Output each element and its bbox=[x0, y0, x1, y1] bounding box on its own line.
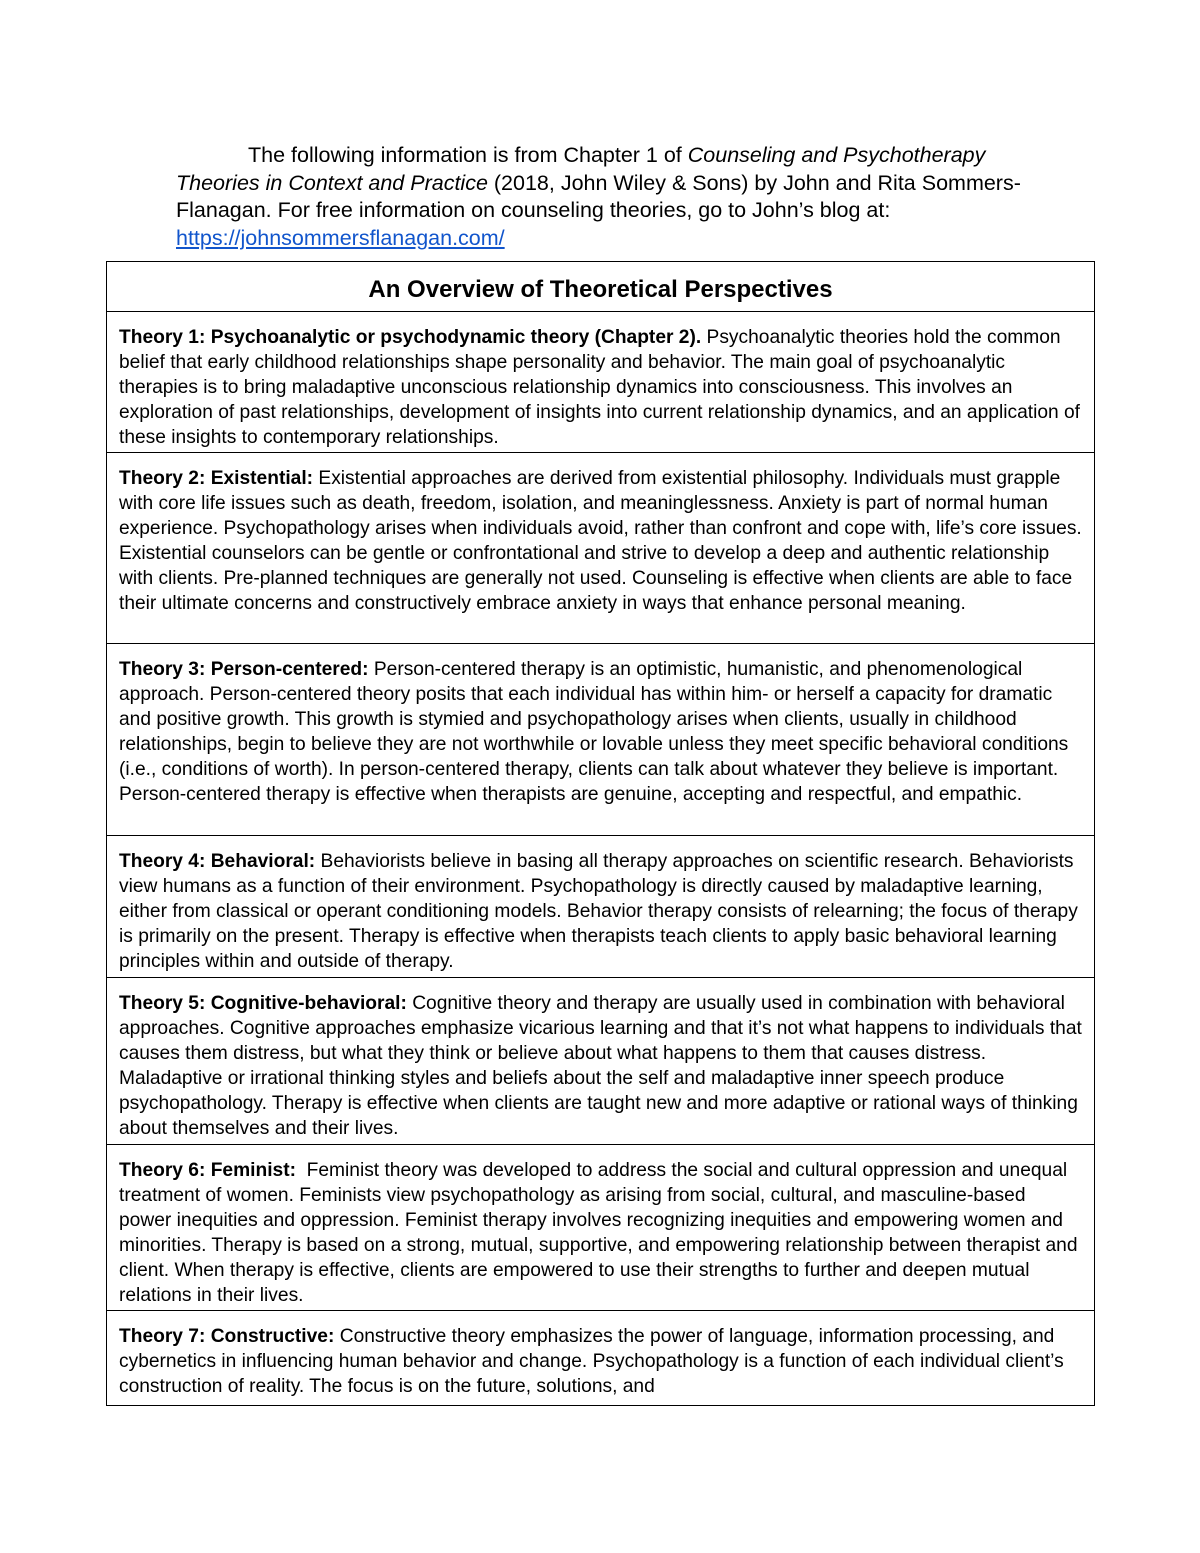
theory-row-behavioral bbox=[107, 836, 1094, 978]
intro-paragraph bbox=[176, 142, 1036, 252]
blog-link[interactable]: https://johnsommersflanagan.com/ bbox=[176, 225, 505, 250]
theory-description: Constructive theory emphasizes the power of language, information processing, and cybernetics in influencing human behavior and change. Psychopathology is a function of each individual client’s construction of reality. The focus is on the future, solutions, and bbox=[119, 1326, 1064, 1397]
theory-row-cognitive-behavioral bbox=[107, 978, 1094, 1145]
theory-heading: Theory 3: Person-centered: bbox=[119, 659, 369, 680]
theory-description: Person-centered therapy is an optimistic, humanistic, and phenomenological approach. Person-centered theory posits that each individual has within him- or herself a capacity for dramatic and positive growth. This growth is stymied and psychopathology arises when clients, usually in childhood relationships, begin to believe they are not worthwhile or lovable unless they meet specific behavioral conditions (i.e., conditions of worth). In person-centered therapy, clients can talk about whatever they believe is important. Person-centered therapy is effective when therapists are genuine, accepting and respectful, and empathic. bbox=[119, 659, 1069, 805]
theory-description: Existential approaches are derived from existential philosophy. Individuals must grapple with core life issues such as death, freedom, isolation, and meaninglessness. Anxiety is part of normal human experience. Psychopathology arises when individuals avoid, rather than confront and cope with, life’s core issues. Existential counselors can be gentle or confrontational and strive to develop a deep and authentic relationship with clients. Pre-planned techniques are generally not used. Counseling is effective when clients are able to face their ultimate concerns and constructively embrace anxiety in ways that enhance personal meaning. bbox=[119, 468, 1082, 614]
book-title: Counseling and Psychotherapy Theories in Context and Practice bbox=[176, 143, 986, 195]
table-title: An Overview of Theoretical Perspectives bbox=[107, 262, 1094, 312]
intro-lead-text: The following information is from Chapter 1 of bbox=[248, 143, 688, 167]
publication-info: (2018, John Wiley & Sons) by John and Rita Sommers-Flanagan. For free information on counseling theories, go to John’s blog at: bbox=[176, 170, 1021, 222]
theory-description: Cognitive theory and therapy are usually used in combination with behavioral approaches. Cognitive approaches emphasize vicarious learning and that it’s not what happens to individuals that causes them distress, but what they think or believe about what happens to them that causes distress. Maladaptive or irrational thinking styles and beliefs about the self and maladaptive inner speech produce psychopathology. Therapy is effective when clients are taught new and more adaptive or rational ways of thinking about themselves and their lives. bbox=[119, 993, 1082, 1139]
theory-row-feminist bbox=[107, 1145, 1094, 1311]
theory-row-person-centered bbox=[107, 644, 1094, 836]
theory-heading: Theory 6: Feminist: bbox=[119, 1160, 296, 1181]
theory-heading: Theory 1: Psychoanalytic or psychodynamic theory (Chapter 2). bbox=[119, 327, 702, 348]
theory-description: Psychoanalytic theories hold the common belief that early childhood relationships shape personality and behavior. The main goal of psychoanalytic therapies is to bring maladaptive unconscious relationship dynamics into consciousness. This involves an exploration of past relationships, development of insights into current relationship dynamics, and an application of these insights to contemporary relationships. bbox=[119, 327, 1081, 448]
theory-heading: Theory 4: Behavioral: bbox=[119, 851, 316, 872]
theory-description: Behaviorists believe in basing all therapy approaches on scientific research. Behaviorists view humans as a function of their environment. Psychopathology is directly caused by maladaptive learning, either from classical or operant conditioning models. Behavior therapy consists of relearning; the focus of therapy is primarily on the present. Therapy is effective when therapists teach clients to apply basic behavioral learning principles within and outside of therapy. bbox=[119, 851, 1078, 972]
theory-row-existential bbox=[107, 453, 1094, 644]
theories-overview-table bbox=[106, 261, 1095, 1406]
theory-heading: Theory 7: Constructive: bbox=[119, 1326, 335, 1347]
theory-heading: Theory 5: Cognitive-behavioral: bbox=[119, 993, 407, 1014]
theory-row-constructive bbox=[107, 1311, 1094, 1404]
theory-row-psychoanalytic bbox=[107, 312, 1094, 453]
theory-heading: Theory 2: Existential: bbox=[119, 468, 314, 489]
theory-description: Feminist theory was developed to address the social and cultural oppression and unequal treatment of women. Feminists view psychopathology as arising from social, cultural, and masculine-based power inequities and oppression. Feminist therapy involves recognizing inequities and empowering women and minorities. Therapy is based on a strong, mutual, supportive, and empowering relationship between therapist and client. When therapy is effective, clients are empowered to use their strengths to further and deepen mutual relations in their lives. bbox=[119, 1160, 1083, 1306]
